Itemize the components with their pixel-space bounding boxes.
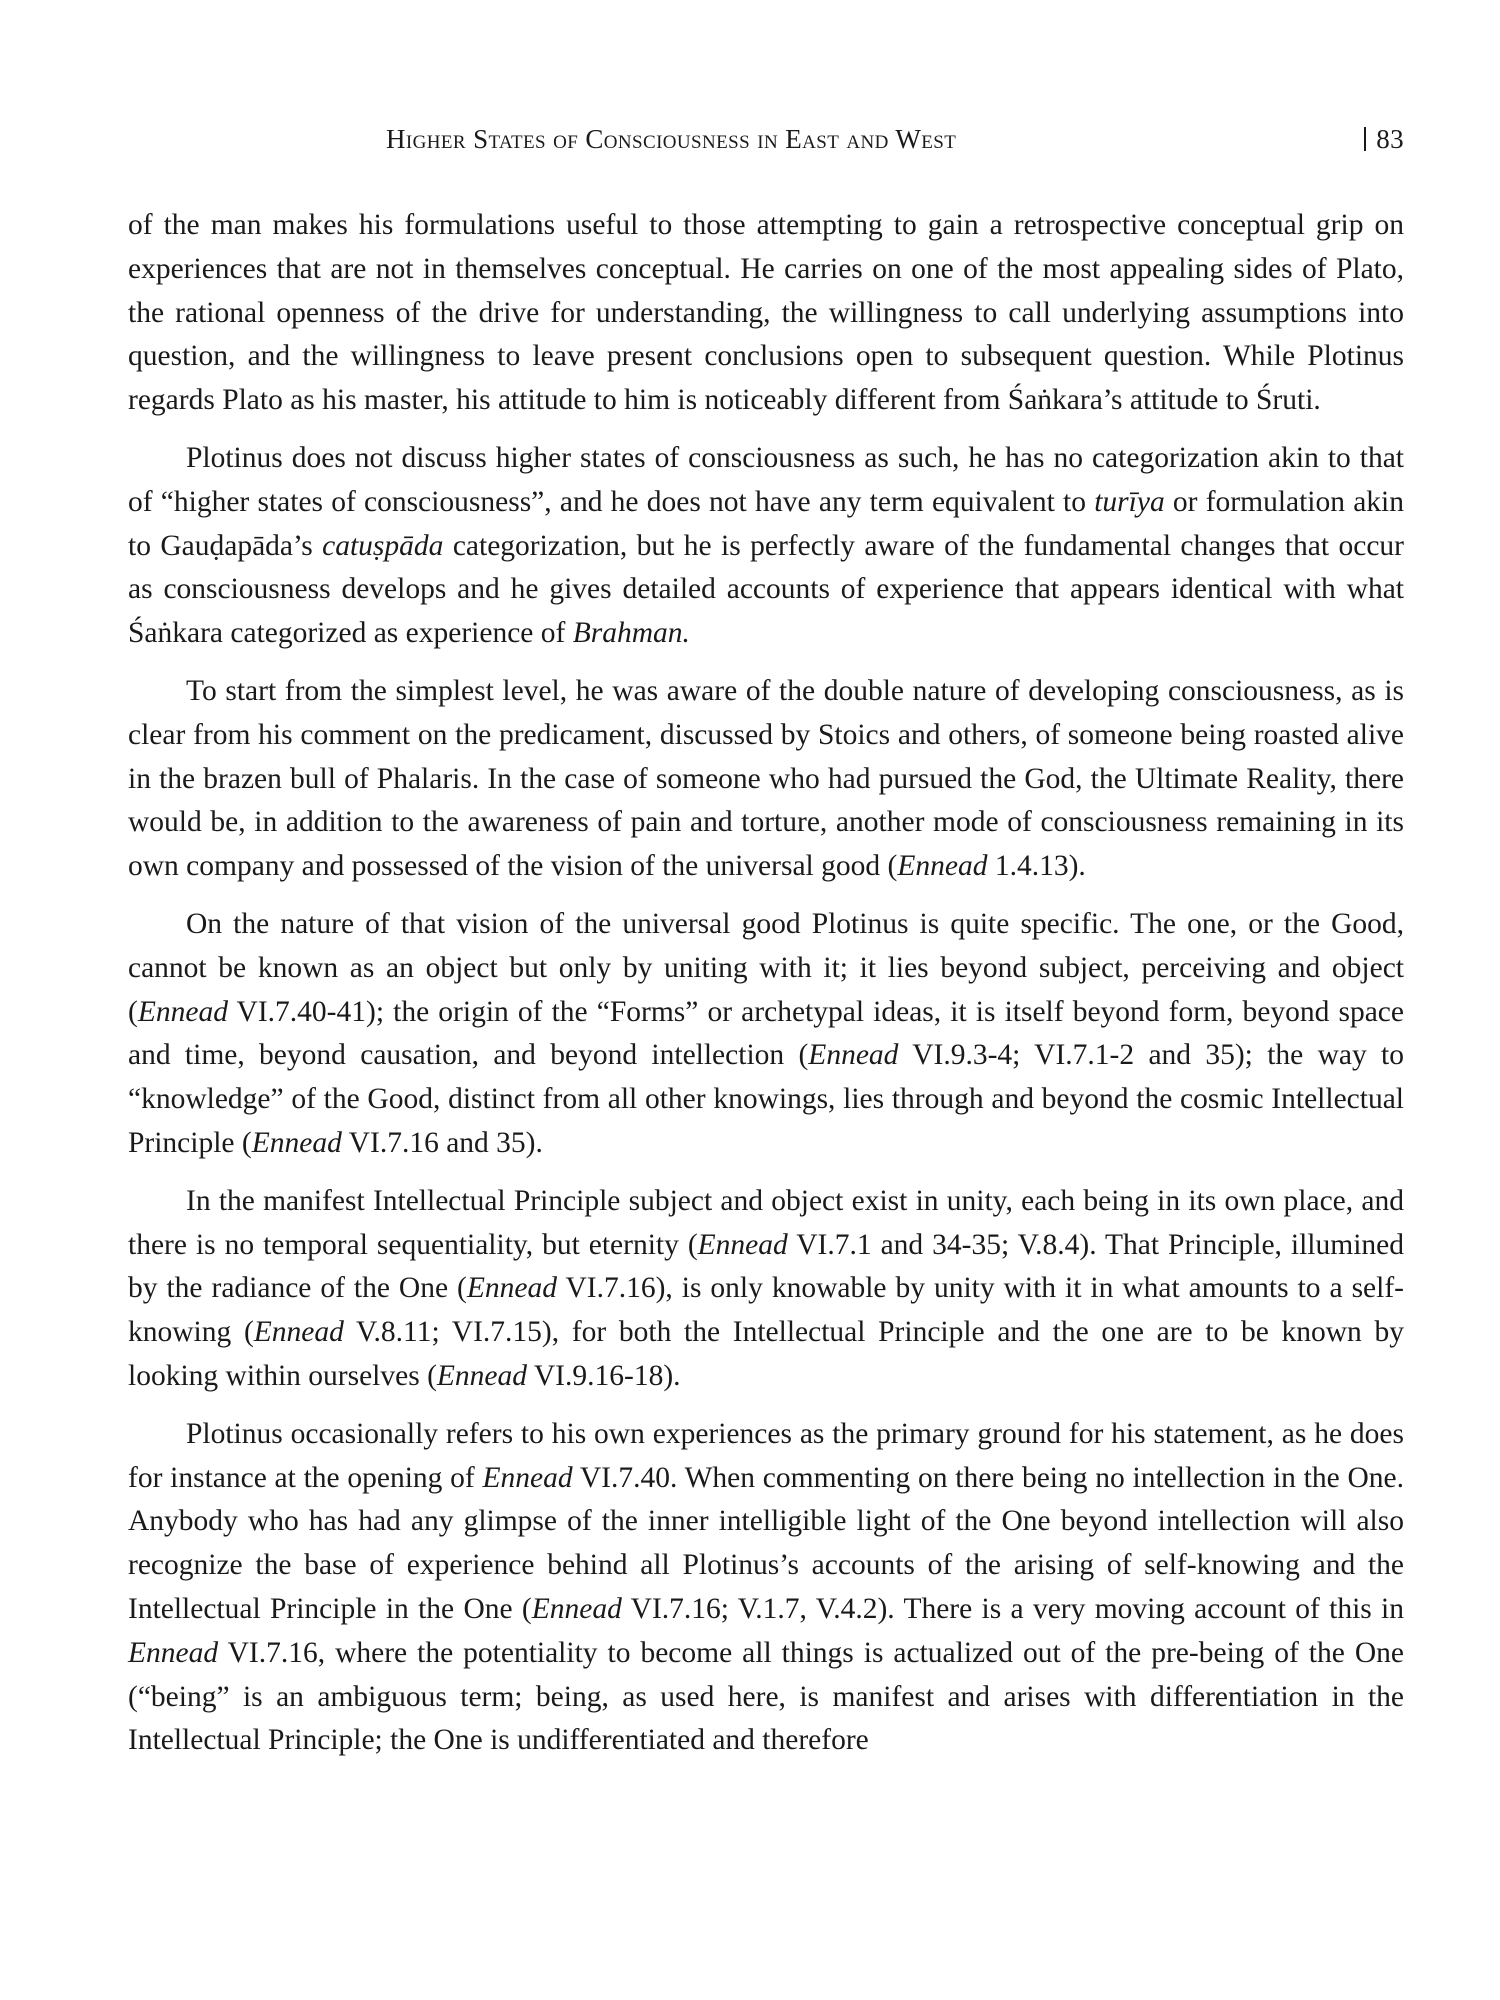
text-run: Plotinus occasionally refers to his own experiences as the primary ground for his statement, as he does for instance at the opening of — [128, 1417, 1404, 1494]
italic-term: catuṣpāda — [322, 529, 444, 562]
italic-term: Ennead — [808, 1039, 899, 1072]
italic-term: Ennead — [466, 1272, 558, 1305]
italic-term: Ennead — [128, 1636, 219, 1669]
paragraph — [128, 903, 1404, 1166]
italic-term: Ennead — [482, 1461, 573, 1494]
paragraph — [128, 1180, 1404, 1399]
text-run: categorization, but he is perfectly aware of the fundamental changes that occur as consciousness develops and he gives detailed accounts of experience that appears identical with what Śaṅkara categorized as experience of — [128, 529, 1404, 650]
text-run: 1.4.13). — [987, 850, 1086, 883]
italic-term: Ennead — [531, 1592, 622, 1625]
body-text — [128, 204, 1404, 1763]
text-run: VI.9.16-18). — [527, 1359, 681, 1392]
text-run: VI.7.40-41); the origin of the “Forms” or archetypal ideas, it is itself beyond form, beyond space and time, beyond causation, and beyond intellection ( — [128, 995, 1404, 1072]
paragraph — [128, 437, 1404, 656]
text-run: VI.7.1 and 34-35; V.8.4). That Principle, illumined by the radiance of the One ( — [128, 1228, 1404, 1305]
running-title: Higher States of Consciousness in East and West — [386, 124, 957, 154]
italic-term: Ennead — [897, 850, 988, 883]
text-run: VI.7.16, where the potentiality to become all things is actualized out of the pre-being of the One (“being” is an ambiguous term; being, as used here, is manifest and arises with differentiation in the Intellectual Principle; the One is undifferentiated and therefore — [128, 1636, 1404, 1757]
running-head — [128, 120, 1404, 160]
page-number-block — [1364, 124, 1404, 155]
text-run: In the manifest Intellectual Principle subject and object exist in unity, each being in its own place, and there is no temporal sequentiality, but eternity ( — [128, 1184, 1404, 1261]
italic-term: Ennead — [436, 1359, 528, 1392]
text-run: VI.7.40. When commenting on there being no intellection in the One. Anybody who has had any glimpse of the inner intelligible light of the One beyond intellection will also recognize the base of experience behind all Plotinus’s accounts of the arising of self-knowing and the Intellectual Principle in the One ( — [128, 1461, 1404, 1625]
italic-term: Ennead — [253, 1316, 344, 1349]
italic-term: Ennead — [697, 1228, 788, 1261]
text-run: VI.9.3-4; VI.7.1-2 and 35); the way to “knowledge” of the Good, distinct from all other knowings, lies through and beyond the cosmic Intellectual Principle ( — [128, 1039, 1404, 1159]
italic-term: Ennead — [137, 995, 228, 1028]
text-run: To start from the simplest level, he was aware of the double nature of developing consciousness, as is clear from his comment on the predicament, discussed by Stoics and others, of someone being roasted alive in the brazen bull of Phalaris. In the case of someone who had pursued the God, the Ultimate Reality, there would be, in addition to the awareness of pain and torture, another mode of consciousness remaining in its own company and possessed of the vision of the universal good ( — [128, 674, 1404, 883]
text-run: On the nature of that vision of the universal good Plotinus is quite specific. The one, or the Good, cannot be known as an object but only by uniting with it; it lies beyond subject, perceiving and object ( — [128, 907, 1404, 1028]
italic-term: turīya — [1094, 485, 1165, 518]
page-number: 83 — [1376, 124, 1404, 154]
text-run: of the man makes his formulations useful to those attempting to gain a retrospective conceptual grip on experiences that are not in themselves conceptual. He carries on one of the most appealing sides of Plato, the rational openness of the drive for understanding, the willingness to call underlying assumptions into question, and the willingness to leave present conclusions open to subsequent question. While Plotinus regards Plato as his master, his attitude to him is noticeably different from Śaṅkara’s attitude to Śruti. — [128, 209, 1404, 417]
paragraph-continued — [128, 204, 1404, 423]
text-run: or formulation akin to Gauḍapāda’s — [128, 485, 1405, 562]
italic-term: Ennead — [251, 1126, 342, 1159]
text-run: VI.7.16; V.1.7, V.4.2). There is a very moving account of this in — [621, 1592, 1405, 1625]
italic-term: Brahman. — [572, 617, 690, 650]
book-page — [128, 120, 1404, 1777]
text-run: V.8.11; VI.7.15), for both the Intellectual Principle and the one are to be known by looking within ourselves ( — [128, 1316, 1404, 1392]
text-run: Plotinus does not discuss higher states of consciousness as such, he has no categorization akin to that of “higher states of consciousness”, and he does not have any term equivalent to — [128, 441, 1404, 518]
text-run: VI.7.16 and 35). — [341, 1126, 543, 1159]
paragraph — [128, 1413, 1404, 1763]
folio-rule — [1364, 127, 1366, 151]
text-run: VI.7.16), is only knowable by unity with it in what amounts to a self-knowing ( — [128, 1272, 1404, 1349]
paragraph — [128, 670, 1404, 889]
